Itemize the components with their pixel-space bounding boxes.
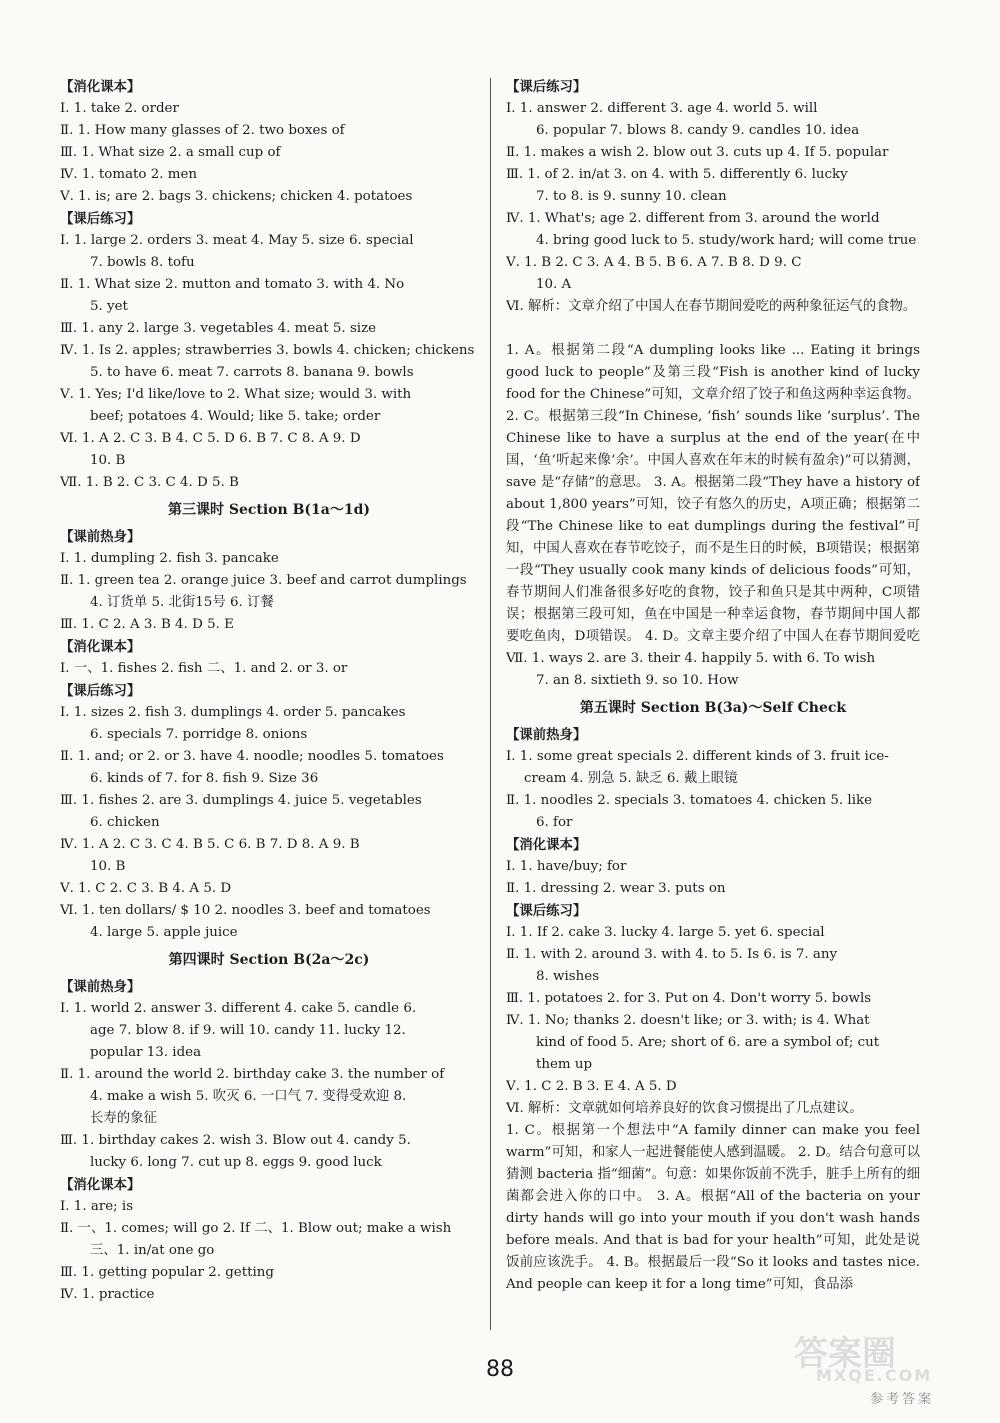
answer-line: 8. wishes — [536, 969, 600, 984]
answer-line: Ⅱ. 1. with 2. around 3. with 4. to 5. Is 6. is 7. any — [506, 947, 838, 962]
answer-line: popular 13. idea — [90, 1045, 202, 1060]
answer-line: 长寿的象征 — [90, 1111, 157, 1126]
answer-line: 6. kinds of 7. for 8. fish 9. Size 36 — [90, 771, 319, 786]
answer-line: lucky 6. long 7. cut up 8. eggs 9. good luck — [90, 1155, 382, 1170]
answer-line: kind of food 5. Are; short of 6. are a symbol of; cut — [536, 1035, 880, 1050]
answer-line: 三、1. in/at one go — [90, 1243, 215, 1258]
answer-line: Ⅳ. 1. practice — [60, 1287, 155, 1302]
answer-line: 10. B — [90, 453, 126, 468]
section-header: 【消化课本】 — [60, 79, 141, 95]
answer-line: cream 4. 别急 5. 缺乏 6. 戴上眼镜 — [524, 771, 738, 786]
lesson-title: 第五课时 Section B(3a)～Self Check — [579, 700, 847, 716]
answer-line: 5. to have 6. meat 7. carrots 8. banana 9. bowls — [90, 365, 414, 380]
answer-line: beef; potatoes 4. Would; like 5. take; order — [90, 409, 381, 424]
footer-label: 参考答案 — [869, 1392, 934, 1407]
section-header: 【课前热身】 — [60, 529, 141, 545]
answer-line: Ⅰ. 1. answer 2. different 3. age 4. world 5. will — [506, 101, 818, 116]
answer-line: Ⅰ. 1. take 2. order — [60, 101, 179, 116]
answer-line: Ⅱ. 1. green tea 2. orange juice 3. beef and carrot dumplings — [60, 573, 467, 588]
section-header: 【消化课本】 — [60, 639, 141, 655]
answer-line: Ⅲ. 1. any 2. large 3. vegetables 4. meat 5. size — [60, 321, 377, 336]
section-header: 【消化课本】 — [60, 1177, 141, 1193]
column-divider — [490, 78, 491, 1330]
answer-line: Ⅴ. 1. B 2. C 3. A 4. B 5. B 6. A 7. B 8. D 9. C — [506, 255, 802, 270]
answer-line: Ⅳ. 1. No; thanks 2. doesn't like; or 3. with; is 4. What — [506, 1013, 870, 1028]
answer-line: Ⅳ. 1. tomato 2. men — [60, 167, 198, 182]
answer-line: 5. yet — [90, 299, 128, 314]
answer-line: Ⅱ. 1. noodles 2. specials 3. tomatoes 4. chicken 5. like — [506, 793, 873, 808]
answer-line: 10. A — [536, 277, 572, 292]
lesson-title: 第三课时 Section B(1a～1d) — [167, 502, 370, 518]
watermark-stamp: 答案圈 MXQE.COM — [794, 1334, 933, 1385]
answer-line: Ⅴ. 1. is; are 2. bags 3. chickens; chicken 4. potatoes — [60, 189, 413, 204]
section-header: 【课前热身】 — [506, 727, 587, 743]
answer-line: 7. an 8. sixtieth 9. so 10. How — [536, 673, 739, 688]
answer-line: Ⅶ. 1. B 2. C 3. C 4. D 5. B — [60, 475, 239, 490]
answer-line: Ⅰ. 1. large 2. orders 3. meat 4. May 5. size 6. special — [60, 233, 414, 248]
answer-line: Ⅴ. 1. C 2. C 3. B 4. A 5. D — [60, 881, 232, 896]
section-header: 【课后练习】 — [506, 903, 587, 919]
section-header: 【课后练习】 — [60, 211, 141, 227]
section-header: 【消化课本】 — [506, 837, 587, 853]
answer-line: 4. large 5. apple juice — [90, 925, 238, 940]
answer-line: Ⅱ. 1. How many glasses of 2. two boxes of — [60, 123, 345, 138]
answer-line: Ⅰ. 1. sizes 2. fish 3. dumplings 4. order 5. pancakes — [60, 705, 406, 720]
answer-line: 4. bring good luck to 5. study/work hard; will come true — [536, 233, 917, 248]
answer-line: Ⅲ. 1. of 2. in/at 3. on 4. with 5. differently 6. lucky — [506, 167, 848, 182]
left-column — [60, 76, 478, 1306]
section-header: 【课后练习】 — [60, 683, 141, 699]
explanation-paragraph: Ⅵ. 解析：文章介绍了中国人在春节期间爱吃的两种象征运气的食物。 — [506, 299, 917, 314]
answer-line: Ⅱ. 1. around the world 2. birthday cake 3. the number of — [60, 1067, 445, 1082]
answer-line: Ⅵ. 1. A 2. C 3. B 4. C 5. D 6. B 7. C 8. A 9. D — [60, 431, 361, 446]
answer-line: Ⅳ. 1. What's; age 2. different from 3. around the world — [506, 211, 880, 226]
answer-line: Ⅰ. 1. dumpling 2. fish 3. pancake — [60, 551, 279, 566]
page-number: 88 — [486, 1357, 514, 1382]
answer-line: 4. make a wish 5. 吹灭 6. 一口气 7. 变得受欢迎 8. — [90, 1089, 407, 1104]
answer-line: Ⅲ. 1. fishes 2. are 3. dumplings 4. juice 5. vegetables — [60, 793, 422, 808]
answer-line: Ⅱ. 1. and; or 2. or 3. have 4. noodle; noodles 5. tomatoes — [60, 749, 444, 764]
answer-line: 10. B — [90, 859, 126, 874]
answer-line: 6. for — [536, 815, 573, 830]
explanation-paragraph: 1. A。根据第二段“A dumpling looks like ... Eating it brings good luck to people”及第三段“Fish is another kind of lucky food for the Chinese”可知，文章介绍了饺子和鱼这两种幸运食物。 2. C。根据第三段“In Chinese, ‘fish’ sounds like ‘surplus’. The Chinese like to have a surplus at the end of the year(在中国，‘鱼’听起来像‘余’。中国人喜欢在年末的时候有盈余)”可以猜测，save 是“存储”的意思。 3. A。根据第二段“They have a history of about 1,800 years”可知，饺子有悠久的历史，A项正确；根据第二段“The Chinese like to eat dumplings during the festival”可知，中国人喜欢在春节吃饺子，而不是生日的时候，B项错误；根据第一段“They usually cook many kinds of delicious foods”可知，春节期间人们准备很多好吃的食物，饺子和鱼只是其中两种，C项错误；根据第三段可知，鱼在中国是一种幸运食物，春节期间中国人都要吃鱼肉，D项错误。 4. D。文章主要介绍了中国人在春节期间爱吃 — [506, 343, 920, 644]
answer-line: Ⅲ. 1. birthday cakes 2. wish 3. Blow out 4. candy 5. — [60, 1133, 411, 1148]
answer-line: Ⅶ. 1. ways 2. are 3. their 4. happily 5. with 6. To wish — [506, 651, 876, 666]
answer-line: Ⅰ. 1. some great specials 2. different kinds of 3. fruit ice- — [506, 749, 889, 764]
answer-line: 6. specials 7. porridge 8. onions — [90, 727, 308, 742]
answer-line: 6. popular 7. blows 8. candy 9. candles 10. idea — [536, 123, 860, 138]
explanation-paragraph: Ⅵ. 解析：文章就如何培养良好的饮食习惯提出了几点建议。 — [506, 1101, 863, 1116]
answer-line: 7. bowls 8. tofu — [90, 255, 195, 270]
answer-line: Ⅱ. 1. dressing 2. wear 3. puts on — [506, 881, 726, 896]
answer-line: Ⅲ. 1. potatoes 2. for 3. Put on 4. Don't worry 5. bowls — [506, 991, 872, 1006]
answer-line: Ⅰ. 1. If 2. cake 3. lucky 4. large 5. yet 6. special — [506, 925, 825, 940]
answer-line: Ⅲ. 1. C 2. A 3. B 4. D 5. E — [60, 617, 234, 632]
section-header: 【课前热身】 — [60, 979, 141, 995]
answer-line: Ⅴ. 1. Yes; I'd like/love to 2. What size; would 3. with — [60, 387, 412, 402]
answer-line: Ⅲ. 1. getting popular 2. getting — [60, 1265, 274, 1280]
answer-line: Ⅰ. 1. world 2. answer 3. different 4. cake 5. candle 6. — [60, 1001, 417, 1016]
lesson-title: 第四课时 Section B(2a～2c) — [168, 952, 370, 968]
explanation-paragraph: 1. C。根据第一个想法中“A family dinner can make you feel warm”可知，和家人一起进餐能使人感到温暖。 2. D。结合句意可以猜测 bacteria 指“细菌”。句意：如果你饭前不洗手，脏手上所有的细菌都会进入你的口中。 3. A。根据“All of the bacteria on your dirty hands will go into your mouth if you don't wash hands before meals. And that is bad for your health”可知，此处是说饭前应该洗手。 4. B。根据最后一段“So it looks and tastes nice. And people can keep it for a long time”可知，食品添 — [506, 1123, 920, 1292]
answer-line: Ⅱ. 1. What size 2. mutton and tomato 3. with 4. No — [60, 277, 405, 292]
answer-line: them up — [536, 1057, 593, 1072]
answer-line: Ⅴ. 1. C 2. B 3. E 4. A 5. D — [506, 1079, 677, 1094]
answer-line: Ⅳ. 1. Is 2. apples; strawberries 3. bowls 4. chicken; chickens — [60, 343, 475, 358]
answer-line: age 7. blow 8. if 9. will 10. candy 11. lucky 12. — [90, 1023, 406, 1038]
answer-line: Ⅱ. 一、1. comes; will go 2. If 二、1. Blow out; make a wish — [60, 1221, 452, 1236]
answer-line: Ⅰ. 一、1. fishes 2. fish 二、1. and 2. or 3. or — [60, 661, 348, 676]
answer-line: Ⅵ. 1. ten dollars/ $ 10 2. noodles 3. beef and tomatoes — [60, 903, 431, 918]
section-header: 【课后练习】 — [506, 79, 587, 95]
answer-line: Ⅳ. 1. A 2. C 3. C 4. B 5. C 6. B 7. D 8. A 9. B — [60, 837, 360, 852]
answer-line: 6. chicken — [90, 815, 160, 830]
answer-line: Ⅰ. 1. have/buy; for — [506, 859, 627, 874]
answer-line: Ⅰ. 1. are; is — [60, 1199, 134, 1214]
answer-line: Ⅱ. 1. makes a wish 2. blow out 3. cuts up 4. If 5. popular — [506, 145, 889, 160]
answer-line: Ⅲ. 1. What size 2. a small cup of — [60, 145, 281, 160]
answer-line: 7. to 8. is 9. sunny 10. clean — [536, 189, 727, 204]
right-column — [506, 76, 920, 1318]
answer-line: 4. 订货单 5. 北街15号 6. 订餐 — [90, 595, 274, 610]
